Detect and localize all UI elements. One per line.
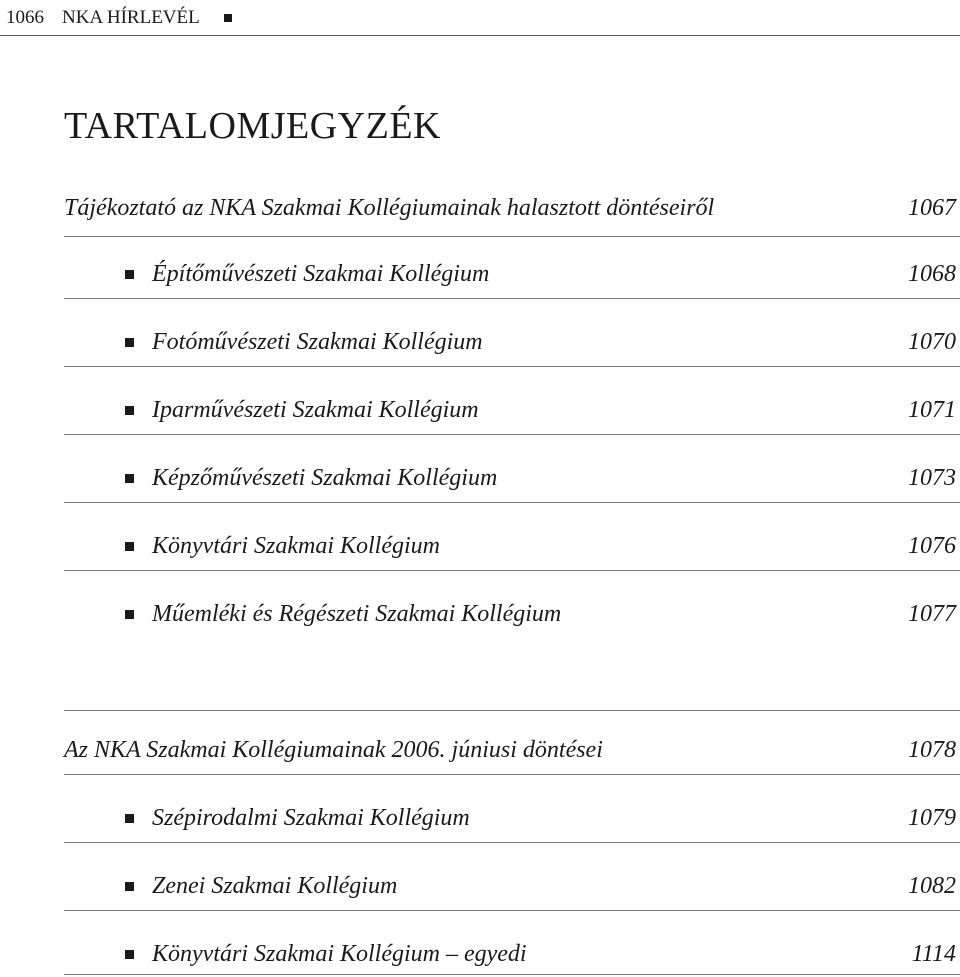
toc-item[interactable] [0,870,960,900]
toc-item-page: 1082 [908,873,956,899]
toc-item-label: Építőművészeti Szakmai Kollégium [152,261,490,287]
toc-item-page: 1070 [908,329,956,355]
divider [64,974,960,975]
divider [64,570,960,571]
toc-item[interactable] [0,938,960,968]
square-bullet-icon [125,814,134,823]
toc-item-label: Fotóművészeti Szakmai Kollégium [152,329,483,355]
header-page-number: 1066 [6,6,44,28]
toc-item-page: 1073 [908,465,956,491]
toc-item-label: Könyvtári Szakmai Kollégium – egyedi [152,941,527,967]
toc-item-label: Zenei Szakmai Kollégium [152,873,398,899]
toc-item-page: 1077 [908,601,956,627]
toc-heading-page: 1067 [908,195,956,221]
divider [64,842,960,843]
square-bullet-icon [224,14,232,22]
toc-item-label: Szépirodalmi Szakmai Kollégium [152,805,470,831]
toc-item[interactable] [0,530,960,560]
square-bullet-icon [125,474,134,483]
toc-item-page: 1114 [911,941,956,967]
square-bullet-icon [125,950,134,959]
square-bullet-icon [125,406,134,415]
page-title: TARTALOMJEGYZÉK [64,105,441,147]
divider [64,434,960,435]
toc-item[interactable] [0,394,960,424]
toc-item[interactable] [0,326,960,356]
toc-item-page: 1071 [908,397,956,423]
toc-heading-label: Tájékoztató az NKA Szakmai Kollégiumainak halasztott döntéseiről [64,195,715,221]
divider [64,910,960,911]
square-bullet-icon [125,542,134,551]
square-bullet-icon [125,270,134,279]
header-publication: NKA HÍRLEVÉL [62,6,200,28]
divider [64,236,960,237]
divider [64,710,960,711]
toc-item-label: Könyvtári Szakmai Kollégium [152,533,440,559]
toc-item-page: 1076 [908,533,956,559]
toc-item[interactable] [0,258,960,288]
divider [64,366,960,367]
toc-item-label: Műemléki és Régészeti Szakmai Kollégium [152,601,562,627]
toc-item[interactable] [0,462,960,492]
toc-item-label: Képzőművészeti Szakmai Kollégium [152,465,498,491]
toc-item-page: 1068 [908,261,956,287]
square-bullet-icon [125,338,134,347]
divider [64,502,960,503]
running-header [0,0,960,36]
toc-section-heading[interactable] [0,192,960,222]
square-bullet-icon [125,882,134,891]
toc-item[interactable] [0,802,960,832]
square-bullet-icon [125,610,134,619]
toc-item-label: Iparművészeti Szakmai Kollégium [152,397,479,423]
toc-heading-page: 1078 [908,737,956,763]
toc-section-heading[interactable] [0,734,960,764]
toc-item-page: 1079 [908,805,956,831]
toc-item[interactable] [0,598,960,628]
divider [64,298,960,299]
toc-heading-label: Az NKA Szakmai Kollégiumainak 2006. júniusi döntései [64,737,603,763]
divider [64,774,960,775]
